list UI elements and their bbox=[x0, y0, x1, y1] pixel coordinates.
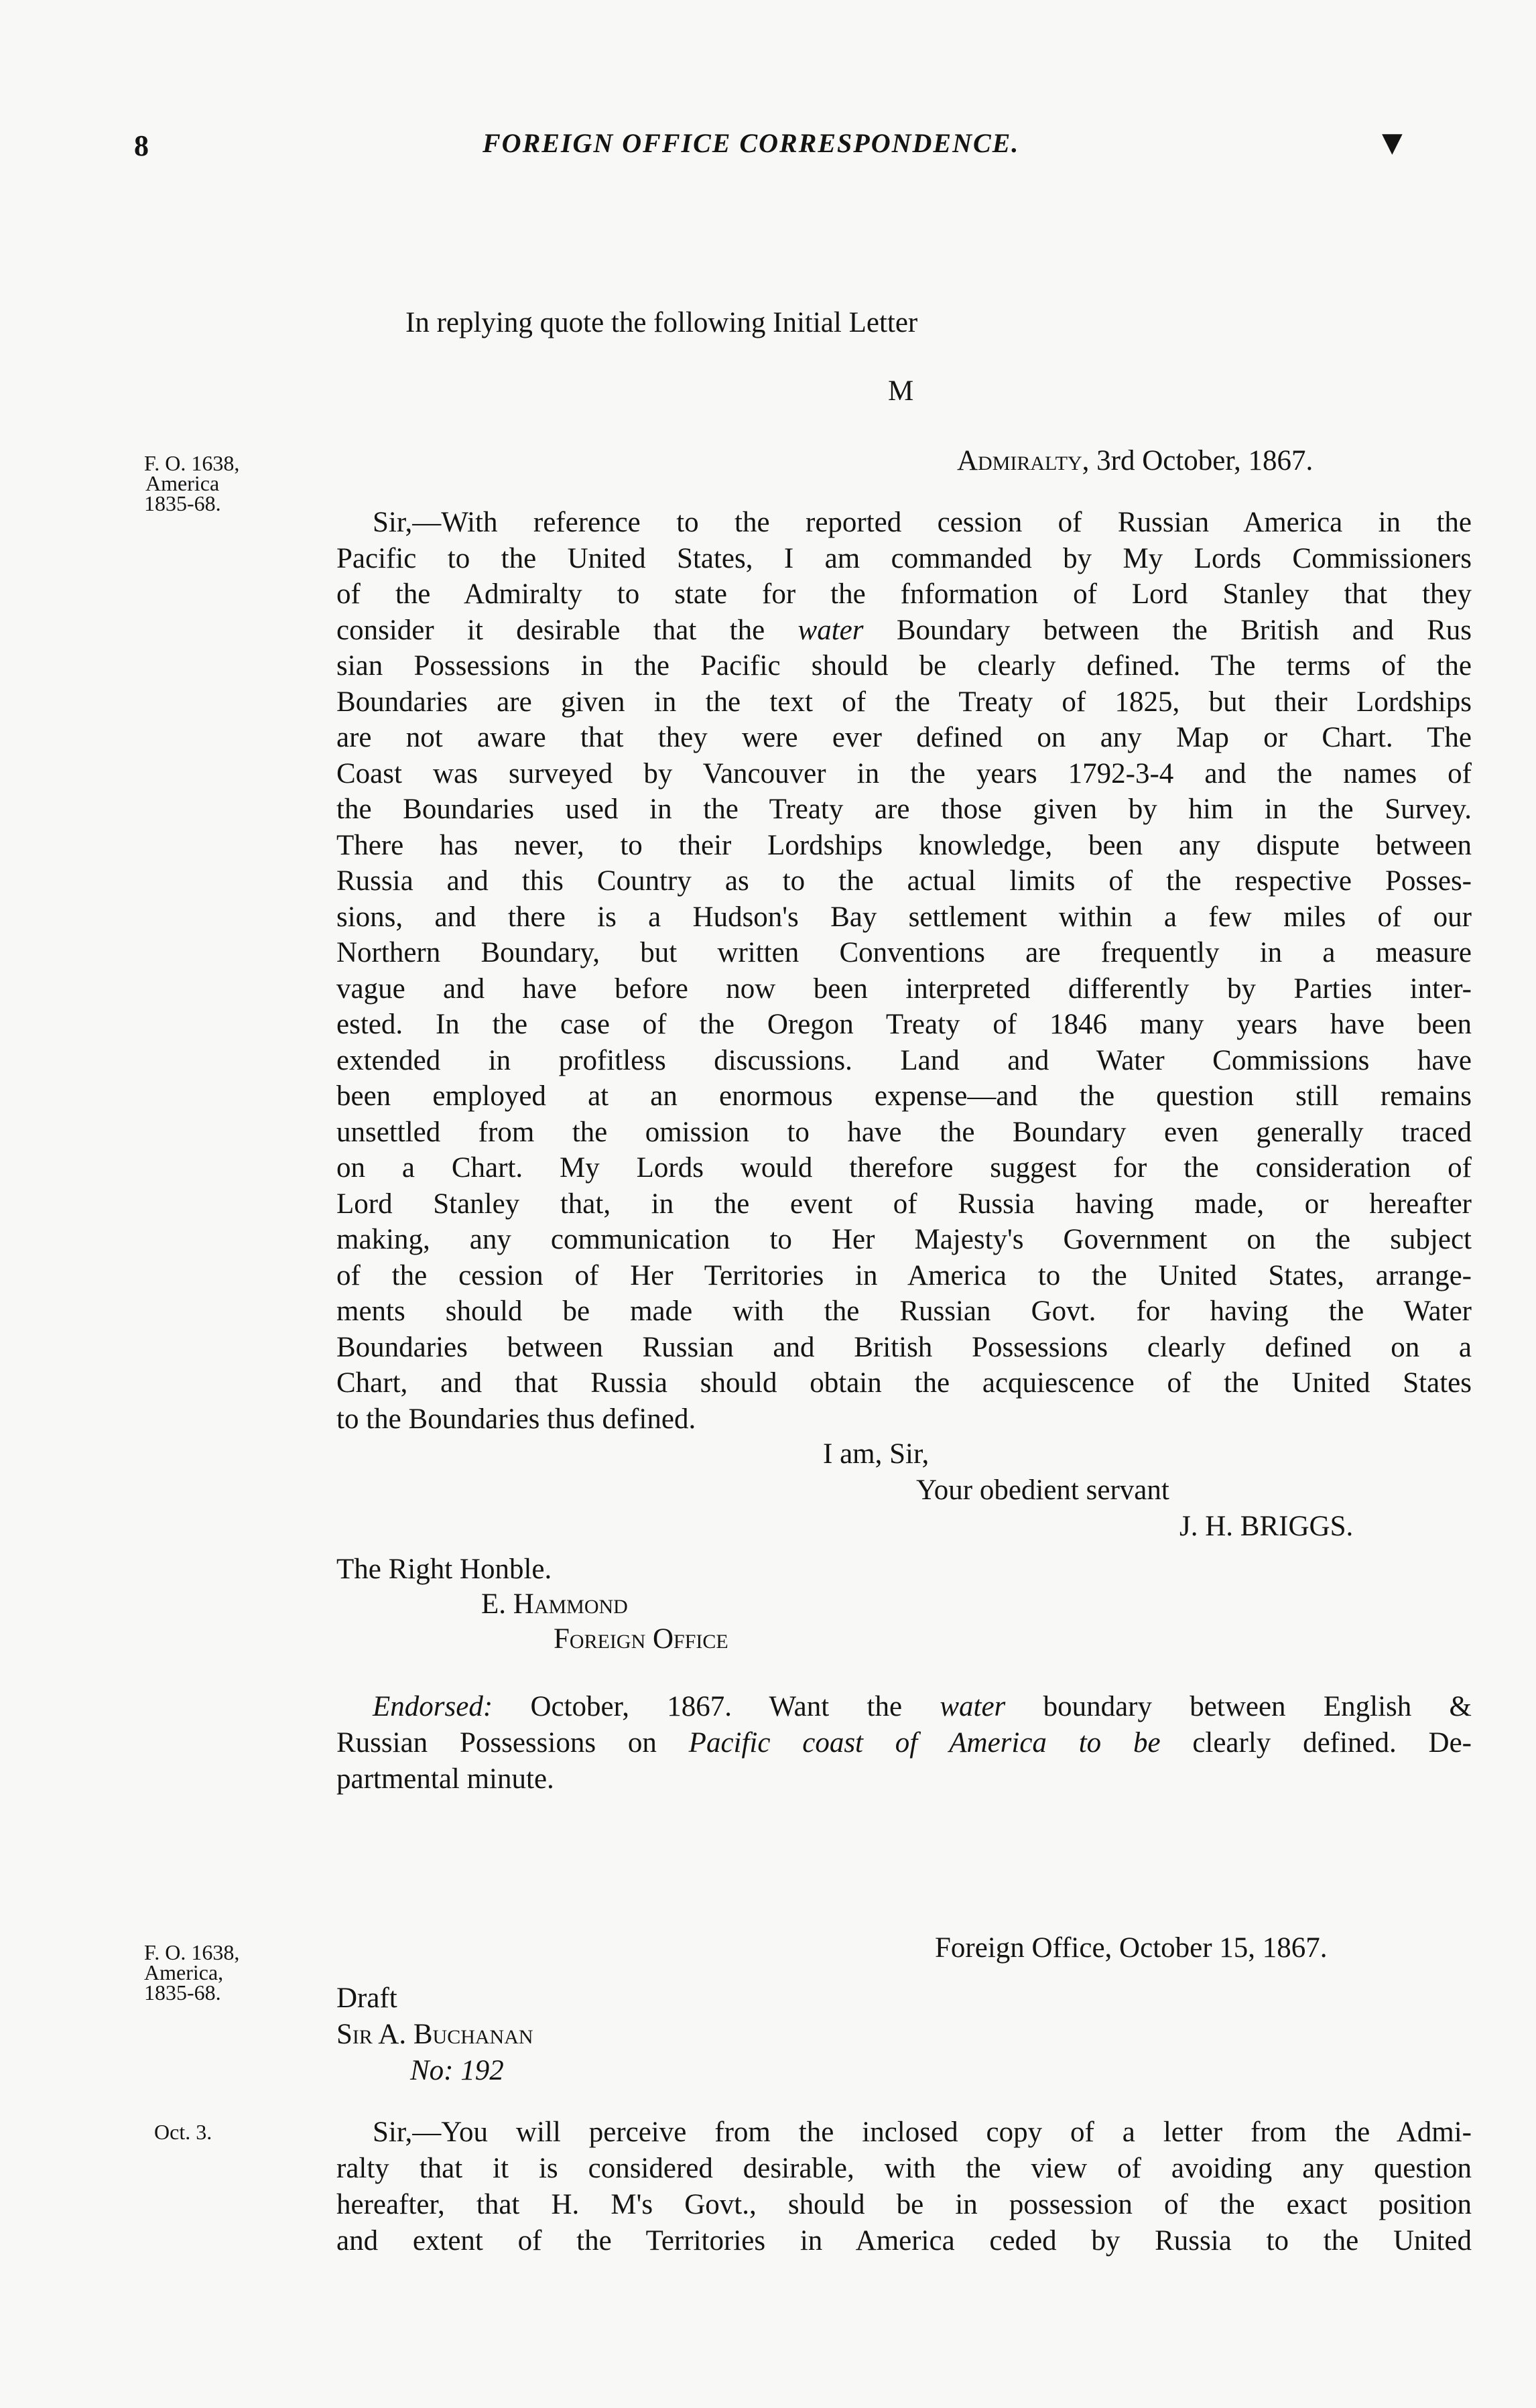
body-line: and extent of the Territories in America ceded by Russia to the United bbox=[336, 2225, 1472, 2257]
reply-note: In replying quote the following Initial Letter bbox=[405, 307, 918, 338]
corner-marker: ▼ bbox=[1382, 127, 1403, 158]
dateline-place: Admiralty, bbox=[957, 445, 1090, 477]
body-line: extended in profitless discussions. Land and Water Commissions have bbox=[336, 1044, 1472, 1076]
closing-servant: Your obedient servant bbox=[916, 1474, 1169, 1506]
body-line: to the Boundaries thus defined. bbox=[336, 1403, 696, 1435]
endorsement-part: clearly defined. De- bbox=[1160, 1727, 1472, 1759]
dateline-2: Foreign Office, October 15, 1867. bbox=[935, 1932, 1328, 1964]
draft-label: Draft bbox=[336, 1982, 397, 2014]
running-title: FOREIGN OFFICE CORRESPONDENCE. bbox=[483, 128, 1020, 158]
body-line: Sir,—You will perceive from the inclosed copy of a letter from the Admi- bbox=[373, 2116, 1472, 2148]
margin-ref-line: America, bbox=[144, 1960, 224, 1984]
endorsement-line bbox=[336, 1692, 1472, 1721]
body-line: been employed at an enormous expense—and the question still remains bbox=[336, 1080, 1472, 1112]
address-name: E. Hammond bbox=[481, 1588, 628, 1620]
endorsement-part: boundary between English & bbox=[1005, 1691, 1472, 1722]
body-line: of the cession of Her Territories in America to the United States, arrange- bbox=[336, 1259, 1472, 1291]
body-line: ments should be made with the Russian Govt. for having the Water bbox=[336, 1295, 1472, 1327]
body-line bbox=[336, 616, 1472, 645]
body-line: making, any communication to Her Majesty's Government on the subject bbox=[336, 1224, 1472, 1255]
margin-reference-2 bbox=[144, 1942, 239, 2003]
endorsement-italic: Pacific coast of America to be bbox=[688, 1727, 1161, 1759]
body-line: Coast was surveyed by Vancouver in the years 1792-3-4 and the names of bbox=[336, 757, 1472, 789]
body-line: sions, and there is a Hudson's Bay settlement within a few miles of our bbox=[336, 901, 1472, 933]
margin-ref-line: F. O. 1638, bbox=[144, 451, 240, 475]
page-number: 8 bbox=[134, 129, 149, 162]
body-line: Boundaries are given in the text of the Treaty of 1825, but their Lordships bbox=[336, 686, 1472, 718]
body-line: are not aware that they were ever defined on any Map or Chart. The bbox=[336, 722, 1472, 753]
margin-ref-line: America bbox=[145, 471, 220, 495]
body-line-part: Boundary between the British and Rus bbox=[863, 614, 1472, 646]
body-line: Northern Boundary, but written Conventions are frequently in a measure bbox=[336, 937, 1472, 968]
despatch-number: No: 192 bbox=[410, 2055, 504, 2086]
margin-reference-1 bbox=[144, 453, 239, 513]
body-line: unsettled from the omission to have the Boundary even generally traced bbox=[336, 1116, 1472, 1148]
dateline-1 bbox=[957, 446, 1313, 475]
address-title: The Right Honble. bbox=[336, 1554, 552, 1585]
body-line: sian Possessions in the Pacific should be clearly defined. The terms of the bbox=[336, 650, 1472, 682]
endorsed-label: Endorsed: bbox=[373, 1691, 493, 1722]
body-line: Lord Stanley that, in the event of Russia having made, or hereafter bbox=[336, 1188, 1472, 1220]
body-line: the Boundaries used in the Treaty are those given by him in the Survey. bbox=[336, 794, 1472, 825]
body-line: Chart, and that Russia should obtain the acquiescence of the United States bbox=[336, 1367, 1472, 1399]
signature-name: J. H. BRIGGS. bbox=[1179, 1511, 1354, 1542]
body-line: hereafter, that H. M's Govt., should be in possession of the exact position bbox=[336, 2189, 1472, 2220]
body-line: Boundaries between Russian and British Possessions clearly defined on a bbox=[336, 1331, 1472, 1363]
body-line: ested. In the case of the Oregon Treaty of 1846 many years have been bbox=[336, 1009, 1472, 1040]
endorsement-line bbox=[336, 1728, 1472, 1757]
body-line: ralty that it is considered desirable, with the view of avoiding any question bbox=[336, 2153, 1472, 2184]
body-line: Russia and this Country as to the actual limits of the respective Posses- bbox=[336, 865, 1472, 897]
margin-ref-line: 1835-68. bbox=[144, 1980, 221, 2005]
body-line-part: consider it desirable that the bbox=[336, 614, 798, 646]
margin-date: Oct. 3. bbox=[154, 2120, 212, 2144]
recipient-name: Sir A. Buchanan bbox=[336, 2019, 533, 2050]
body-line: of the Admiralty to state for the fnformation of Lord Stanley that they bbox=[336, 578, 1472, 610]
closing-salutation: I am, Sir, bbox=[823, 1438, 930, 1470]
endorsement-part: October, 1867. Want the bbox=[493, 1691, 940, 1722]
body-line: Sir,—With reference to the reported cession of Russian America in the bbox=[373, 507, 1472, 538]
body-line: Pacific to the United States, I am commanded by My Lords Commissioners bbox=[336, 542, 1472, 574]
body-line: There has never, to their Lordships knowledge, been any dispute between bbox=[336, 829, 1472, 861]
endorsement-part: Russian Possessions on bbox=[336, 1727, 689, 1759]
body-line: on a Chart. My Lords would therefore suggest for the consideration of bbox=[336, 1152, 1472, 1184]
water-italic: water bbox=[797, 614, 864, 646]
body-line: vague and have before now been interpreted differently by Parties inter- bbox=[336, 972, 1472, 1005]
dateline-date: 3rd October, 1867. bbox=[1089, 445, 1314, 477]
endorsement-line: partmental minute. bbox=[336, 1763, 554, 1795]
address-office: Foreign Office bbox=[554, 1623, 728, 1655]
endorsement-italic: water bbox=[940, 1691, 1006, 1722]
margin-ref-line: 1835-68. bbox=[144, 491, 221, 515]
margin-ref-line: F. O. 1638, bbox=[144, 1940, 240, 1964]
initial-letter: M bbox=[888, 375, 914, 407]
